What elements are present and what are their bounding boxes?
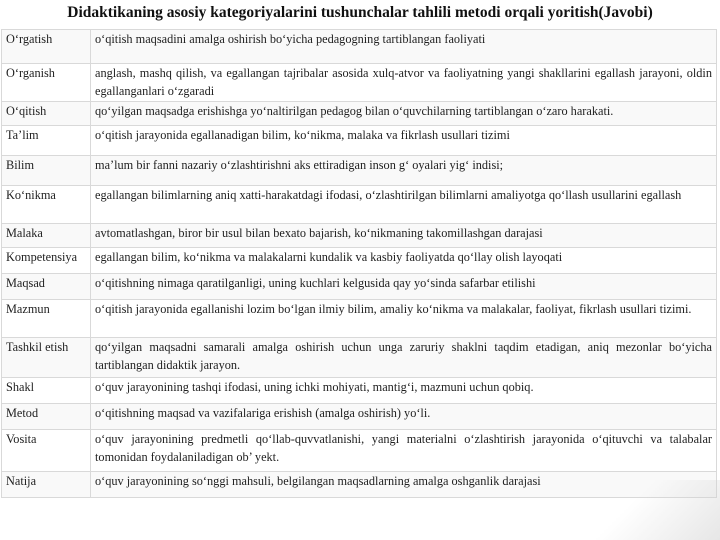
definition-cell: o‘qitish jarayonida egallanishi lozim bo‘lgan ilmiy bilim, amaliy ko‘nikma va malakalar, faoliyat, fikrlash usullari tizimi.	[91, 300, 717, 338]
terms-table	[1, 29, 717, 498]
term-cell: Maqsad	[2, 274, 91, 300]
definition-cell: o‘quv jarayonining predmetli qo‘llab-quvvatlanishi, yangi materialni o‘zlashtirish jarayonida o‘qituvchi va talabalar tomonidan foydalaniladigan ob’ yekt.	[91, 430, 717, 472]
term-cell: Kompetensiya	[2, 248, 91, 274]
term-cell: Bilim	[2, 156, 91, 186]
definition-cell: o‘qitish jarayonida egallanadigan bilim, ko‘nikma, malaka va fikrlash usullari tizimi	[91, 126, 717, 156]
definition-cell: avtomatlashgan, biror bir usul bilan bexato bajarish, ko‘nikmaning takomillashgan darajasi	[91, 224, 717, 248]
definition-cell: anglash, mashq qilish, va egallangan tajribalar asosida xulq-atvor va faoliyatning yangi shakllarini egallash jarayoni, oldin egallanganlari o‘zgaradi	[91, 64, 717, 102]
table-row	[2, 430, 717, 472]
definition-cell: egallangan bilimlarning aniq xatti-harakatdagi ifodasi, o‘zlashtirilgan bilimlarni amaliyotga qo‘llash usullarini egallash	[91, 186, 717, 224]
table-row	[2, 274, 717, 300]
page-title: Didaktikaning asosiy kategoriyalarini tushunchalar tahlili metodi orqali yoritish(Javobi)	[67, 4, 653, 21]
table-row	[2, 102, 717, 126]
definition-cell: qo‘yilgan maqsadni samarali amalga oshirish uchun unga zaruriy shaklni taqdim etadigan, aniq mezonlar bo‘yicha tartiblangan didaktik jarayon.	[91, 338, 717, 378]
term-cell: O‘rgatish	[2, 30, 91, 64]
term-cell: Vosita	[2, 430, 91, 472]
table-row	[2, 224, 717, 248]
term-cell: Ta’lim	[2, 126, 91, 156]
term-cell: Mazmun	[2, 300, 91, 338]
table-row	[2, 126, 717, 156]
definition-cell: o‘qitishning nimaga qaratilganligi, uning kuchlari kelgusida qay yo‘sinda safarbar etilishi	[91, 274, 717, 300]
table-row	[2, 300, 717, 338]
definition-cell: ma’lum bir fanni nazariy o‘zlashtirishni aks ettiradigan inson g‘ oyalari yig‘ indisi;	[91, 156, 717, 186]
term-cell: O‘rganish	[2, 64, 91, 102]
definition-cell: qo‘yilgan maqsadga erishishga yo‘naltirilgan pedagog bilan o‘quvchilarning tartiblangan o‘zaro harakati.	[91, 102, 717, 126]
table-row	[2, 404, 717, 430]
definition-cell: o‘qitishning maqsad va vazifalariga erishish (amalga oshirish) yo‘li.	[91, 404, 717, 430]
definition-cell: o‘qitish maqsadini amalga oshirish bo‘yicha pedagogning tartiblangan faoliyati	[91, 30, 717, 64]
term-cell: O‘qitish	[2, 102, 91, 126]
term-cell: Tashkil etish	[2, 338, 91, 378]
term-cell: Ko‘nikma	[2, 186, 91, 224]
table-row	[2, 186, 717, 224]
definition-cell: egallangan bilim, ko‘nikma va malakalarni kundalik va kasbiy faoliyatda qo‘llay olish layoqati	[91, 248, 717, 274]
definition-cell: o‘quv jarayonining tashqi ifodasi, uning ichki mohiyati, mantig‘i, mazmuni uchun qobiq.	[91, 378, 717, 404]
table-row	[2, 248, 717, 274]
table-row	[2, 338, 717, 378]
table-row	[2, 472, 717, 498]
term-cell: Metod	[2, 404, 91, 430]
table-row	[2, 30, 717, 64]
term-cell: Malaka	[2, 224, 91, 248]
definition-cell: o‘quv jarayonining so‘nggi mahsuli, belgilangan maqsadlarning amalga oshganlik darajasi	[91, 472, 717, 498]
term-cell: Shakl	[2, 378, 91, 404]
table-row	[2, 156, 717, 186]
table-row	[2, 64, 717, 102]
term-cell: Natija	[2, 472, 91, 498]
table-row	[2, 378, 717, 404]
